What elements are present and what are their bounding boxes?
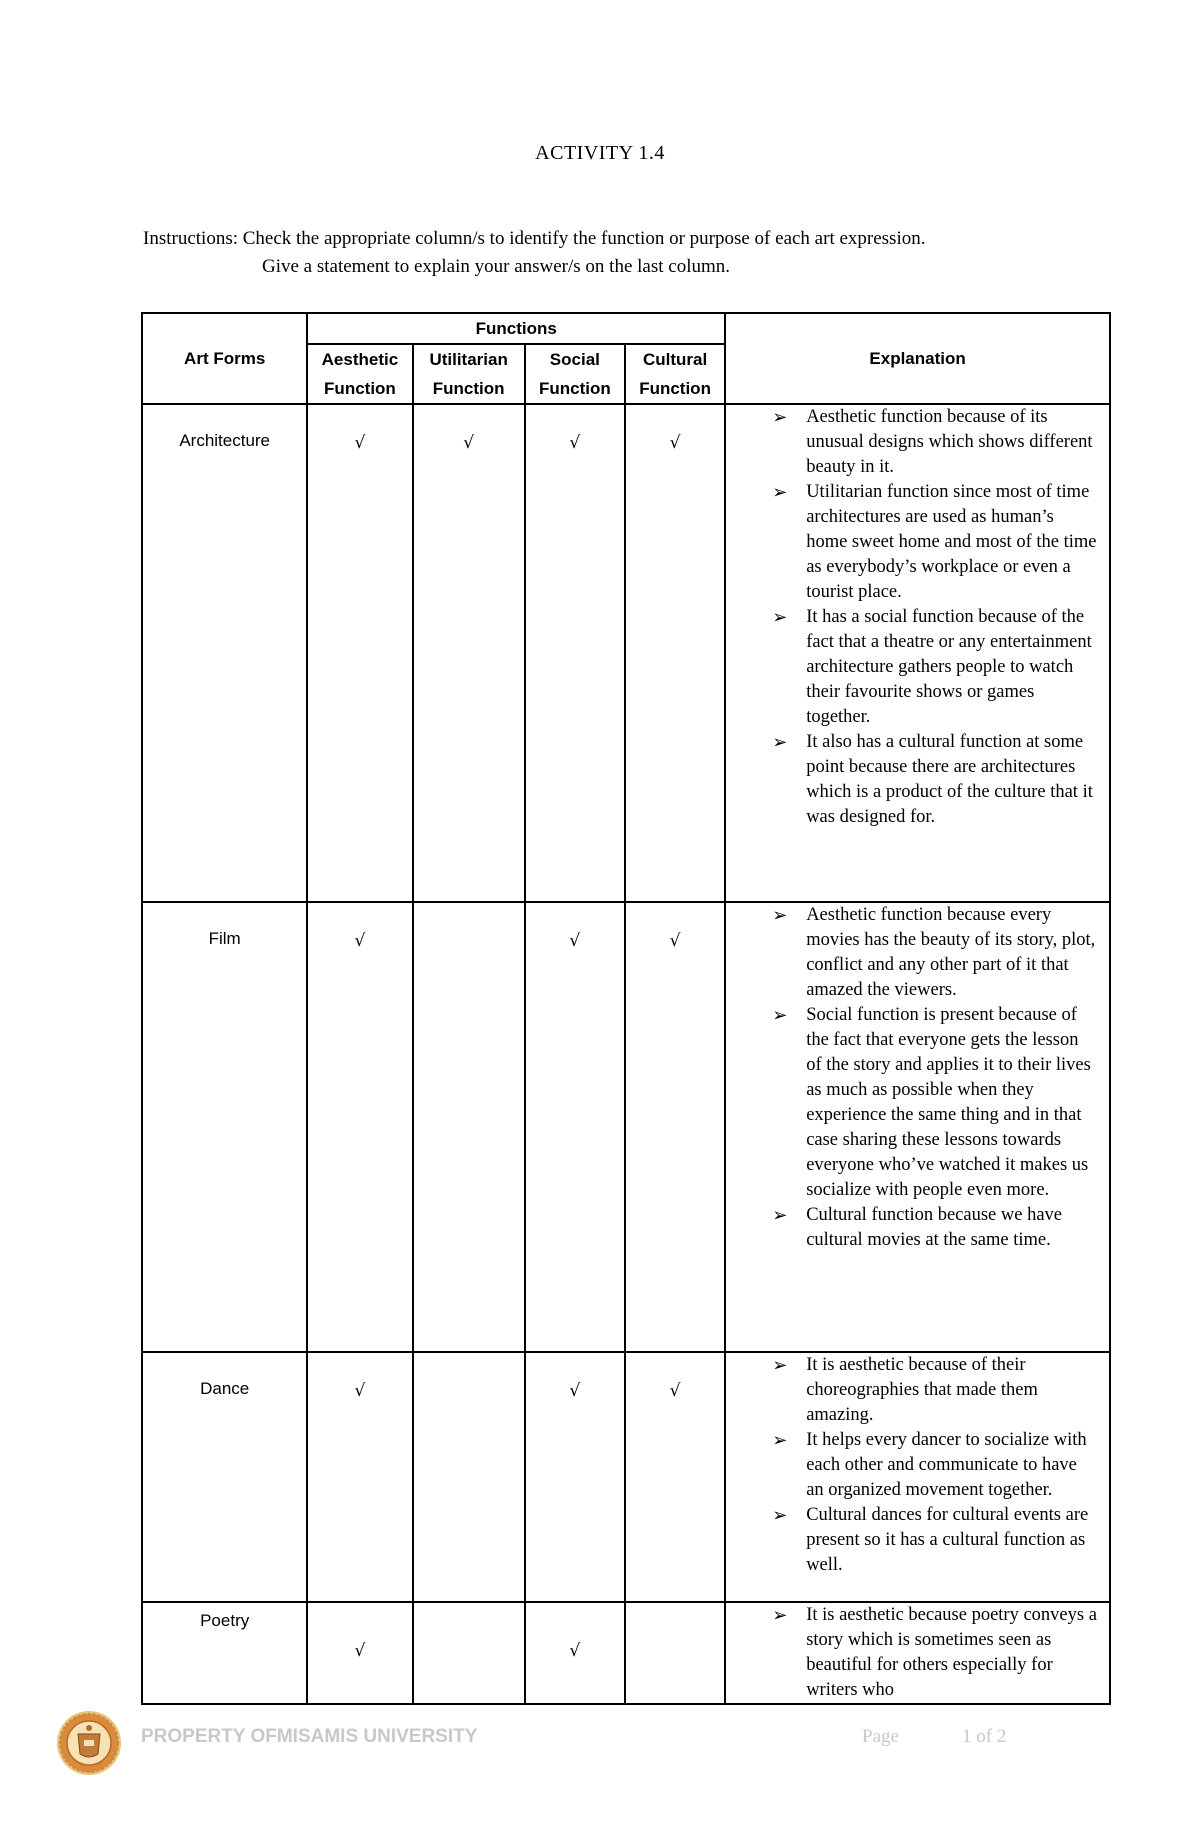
explanation-text: It is aesthetic because poetry conveys a story which is sometimes seen as beautiful for others especially for writers who — [806, 1605, 1097, 1700]
explanation-item — [726, 605, 1097, 730]
arrow-bullet-icon: ➢ — [772, 732, 788, 753]
explanation-item — [726, 730, 1097, 830]
header-aesthetic-line2: Function — [324, 379, 396, 398]
header-utilitarian-line1: Utilitarian — [429, 350, 508, 369]
art-form-cell: Dance — [142, 1352, 307, 1602]
explanation-text: Aesthetic function because of its unusual designs which shows different beauty in it. — [806, 407, 1093, 477]
header-explanation: Explanation — [725, 313, 1110, 404]
explanation-cell — [725, 1602, 1110, 1704]
explanation-text: Cultural function because we have cultural movies at the same time. — [806, 1205, 1063, 1250]
header-utilitarian-function — [413, 344, 525, 404]
arrow-bullet-icon: ➢ — [772, 1005, 788, 1026]
aesthetic-check: √ — [307, 1352, 412, 1602]
utilitarian-check — [413, 902, 525, 1352]
header-utilitarian-line2: Function — [432, 379, 505, 398]
arrow-bullet-icon: ➢ — [772, 1505, 788, 1526]
header-social-line2: Function — [538, 379, 611, 398]
misamis-university-seal-icon — [56, 1710, 122, 1776]
arrow-bullet-icon: ➢ — [772, 607, 788, 628]
header-cultural-line1: Cultural — [642, 350, 708, 369]
explanation-item — [726, 480, 1097, 605]
explanation-list — [726, 903, 1109, 1253]
arrow-bullet-icon: ➢ — [772, 905, 788, 926]
explanation-text: Aesthetic function because every movies has the beauty of its story, plot, conflict and any other part of it that amazed the viewers. — [806, 905, 1096, 1000]
social-check: √ — [525, 1602, 625, 1704]
art-form-cell: Poetry — [142, 1602, 307, 1704]
arrow-bullet-icon: ➢ — [772, 1430, 788, 1451]
explanation-list — [726, 1353, 1109, 1578]
explanation-item — [726, 1353, 1097, 1428]
cultural-check: √ — [625, 1352, 725, 1602]
explanation-cell — [725, 902, 1110, 1352]
footer-property-text: PROPERTY OFMISAMIS UNIVERSITY — [141, 1726, 478, 1747]
explanation-item — [726, 1503, 1097, 1578]
arrow-bullet-icon: ➢ — [772, 1605, 788, 1626]
utilitarian-check — [413, 1352, 525, 1602]
cultural-check: √ — [625, 902, 725, 1352]
explanation-item — [726, 1603, 1097, 1703]
social-check: √ — [525, 1352, 625, 1602]
explanation-text: It is aesthetic because of their choreographies that made them amazing. — [806, 1355, 1038, 1425]
explanation-item — [726, 1203, 1097, 1253]
header-functions: Functions — [307, 313, 725, 344]
aesthetic-check: √ — [307, 404, 412, 902]
social-check: √ — [525, 902, 625, 1352]
page-title: ACTIVITY 1.4 — [535, 142, 665, 164]
header-cultural-function — [625, 344, 725, 404]
explanation-cell — [725, 404, 1110, 902]
aesthetic-check: √ — [307, 902, 412, 1352]
header-art-forms: Art Forms — [142, 313, 307, 404]
arrow-bullet-icon: ➢ — [772, 482, 788, 503]
utilitarian-check: √ — [413, 404, 525, 902]
explanation-text: It has a social function because of the fact that a theatre or any entertainment architecture gathers people to watch their favourite shows or games together. — [806, 607, 1092, 727]
instructions-line-1: Instructions: Check the appropriate column/s to identify the function or purpose of each art expression. — [143, 228, 926, 249]
header-social-line1: Social — [549, 350, 600, 369]
art-form-cell: Architecture — [142, 404, 307, 902]
explanation-text: Cultural dances for cultural events are present so it has a cultural function as well. — [806, 1505, 1089, 1575]
explanation-text: It helps every dancer to socialize with each other and communicate to have an organized movement together. — [806, 1430, 1087, 1500]
instructions-line-2: Give a statement to explain your answer/s on the last column. — [262, 256, 731, 277]
explanation-text: Social function is present because of the fact that everyone gets the lesson of the story and applies it to their lives as much as possible when they experience the same thing and in that case sharing these lessons towards everyone who’ve watched it makes us socialize with people even more. — [806, 1005, 1091, 1200]
cultural-check — [625, 1602, 725, 1704]
table-row-film — [142, 902, 1110, 1352]
explanation-text: It also has a cultural function at some point because there are architectures which is a product of the culture that it was designed for. — [806, 732, 1093, 827]
social-check: √ — [525, 404, 625, 902]
explanation-list — [726, 405, 1109, 830]
cultural-check: √ — [625, 404, 725, 902]
explanation-list — [726, 1603, 1109, 1703]
table-row-dance — [142, 1352, 1110, 1602]
explanation-item — [726, 903, 1097, 1003]
explanation-item — [726, 1428, 1097, 1503]
arrow-bullet-icon: ➢ — [772, 1205, 788, 1226]
aesthetic-check: √ — [307, 1602, 412, 1704]
footer-page-number: 1 of 2 — [962, 1726, 1007, 1747]
explanation-text: Utilitarian function since most of time architectures are used as human’s home sweet home and most of the time as everybody’s workplace or even a tourist place. — [806, 482, 1097, 602]
activity-table — [141, 312, 1111, 1705]
explanation-cell — [725, 1352, 1110, 1602]
arrow-bullet-icon: ➢ — [772, 1355, 788, 1376]
header-cultural-line2: Function — [639, 379, 711, 398]
table-row-poetry — [142, 1602, 1110, 1704]
explanation-item — [726, 405, 1097, 480]
header-aesthetic-function — [307, 344, 412, 404]
arrow-bullet-icon: ➢ — [772, 407, 788, 428]
art-form-cell: Film — [142, 902, 307, 1352]
header-aesthetic-line1: Aesthetic — [321, 350, 399, 369]
explanation-item — [726, 1003, 1097, 1203]
header-social-function — [525, 344, 625, 404]
utilitarian-check — [413, 1602, 525, 1704]
table-row-architecture — [142, 404, 1110, 902]
footer-page-label: Page — [862, 1726, 899, 1747]
